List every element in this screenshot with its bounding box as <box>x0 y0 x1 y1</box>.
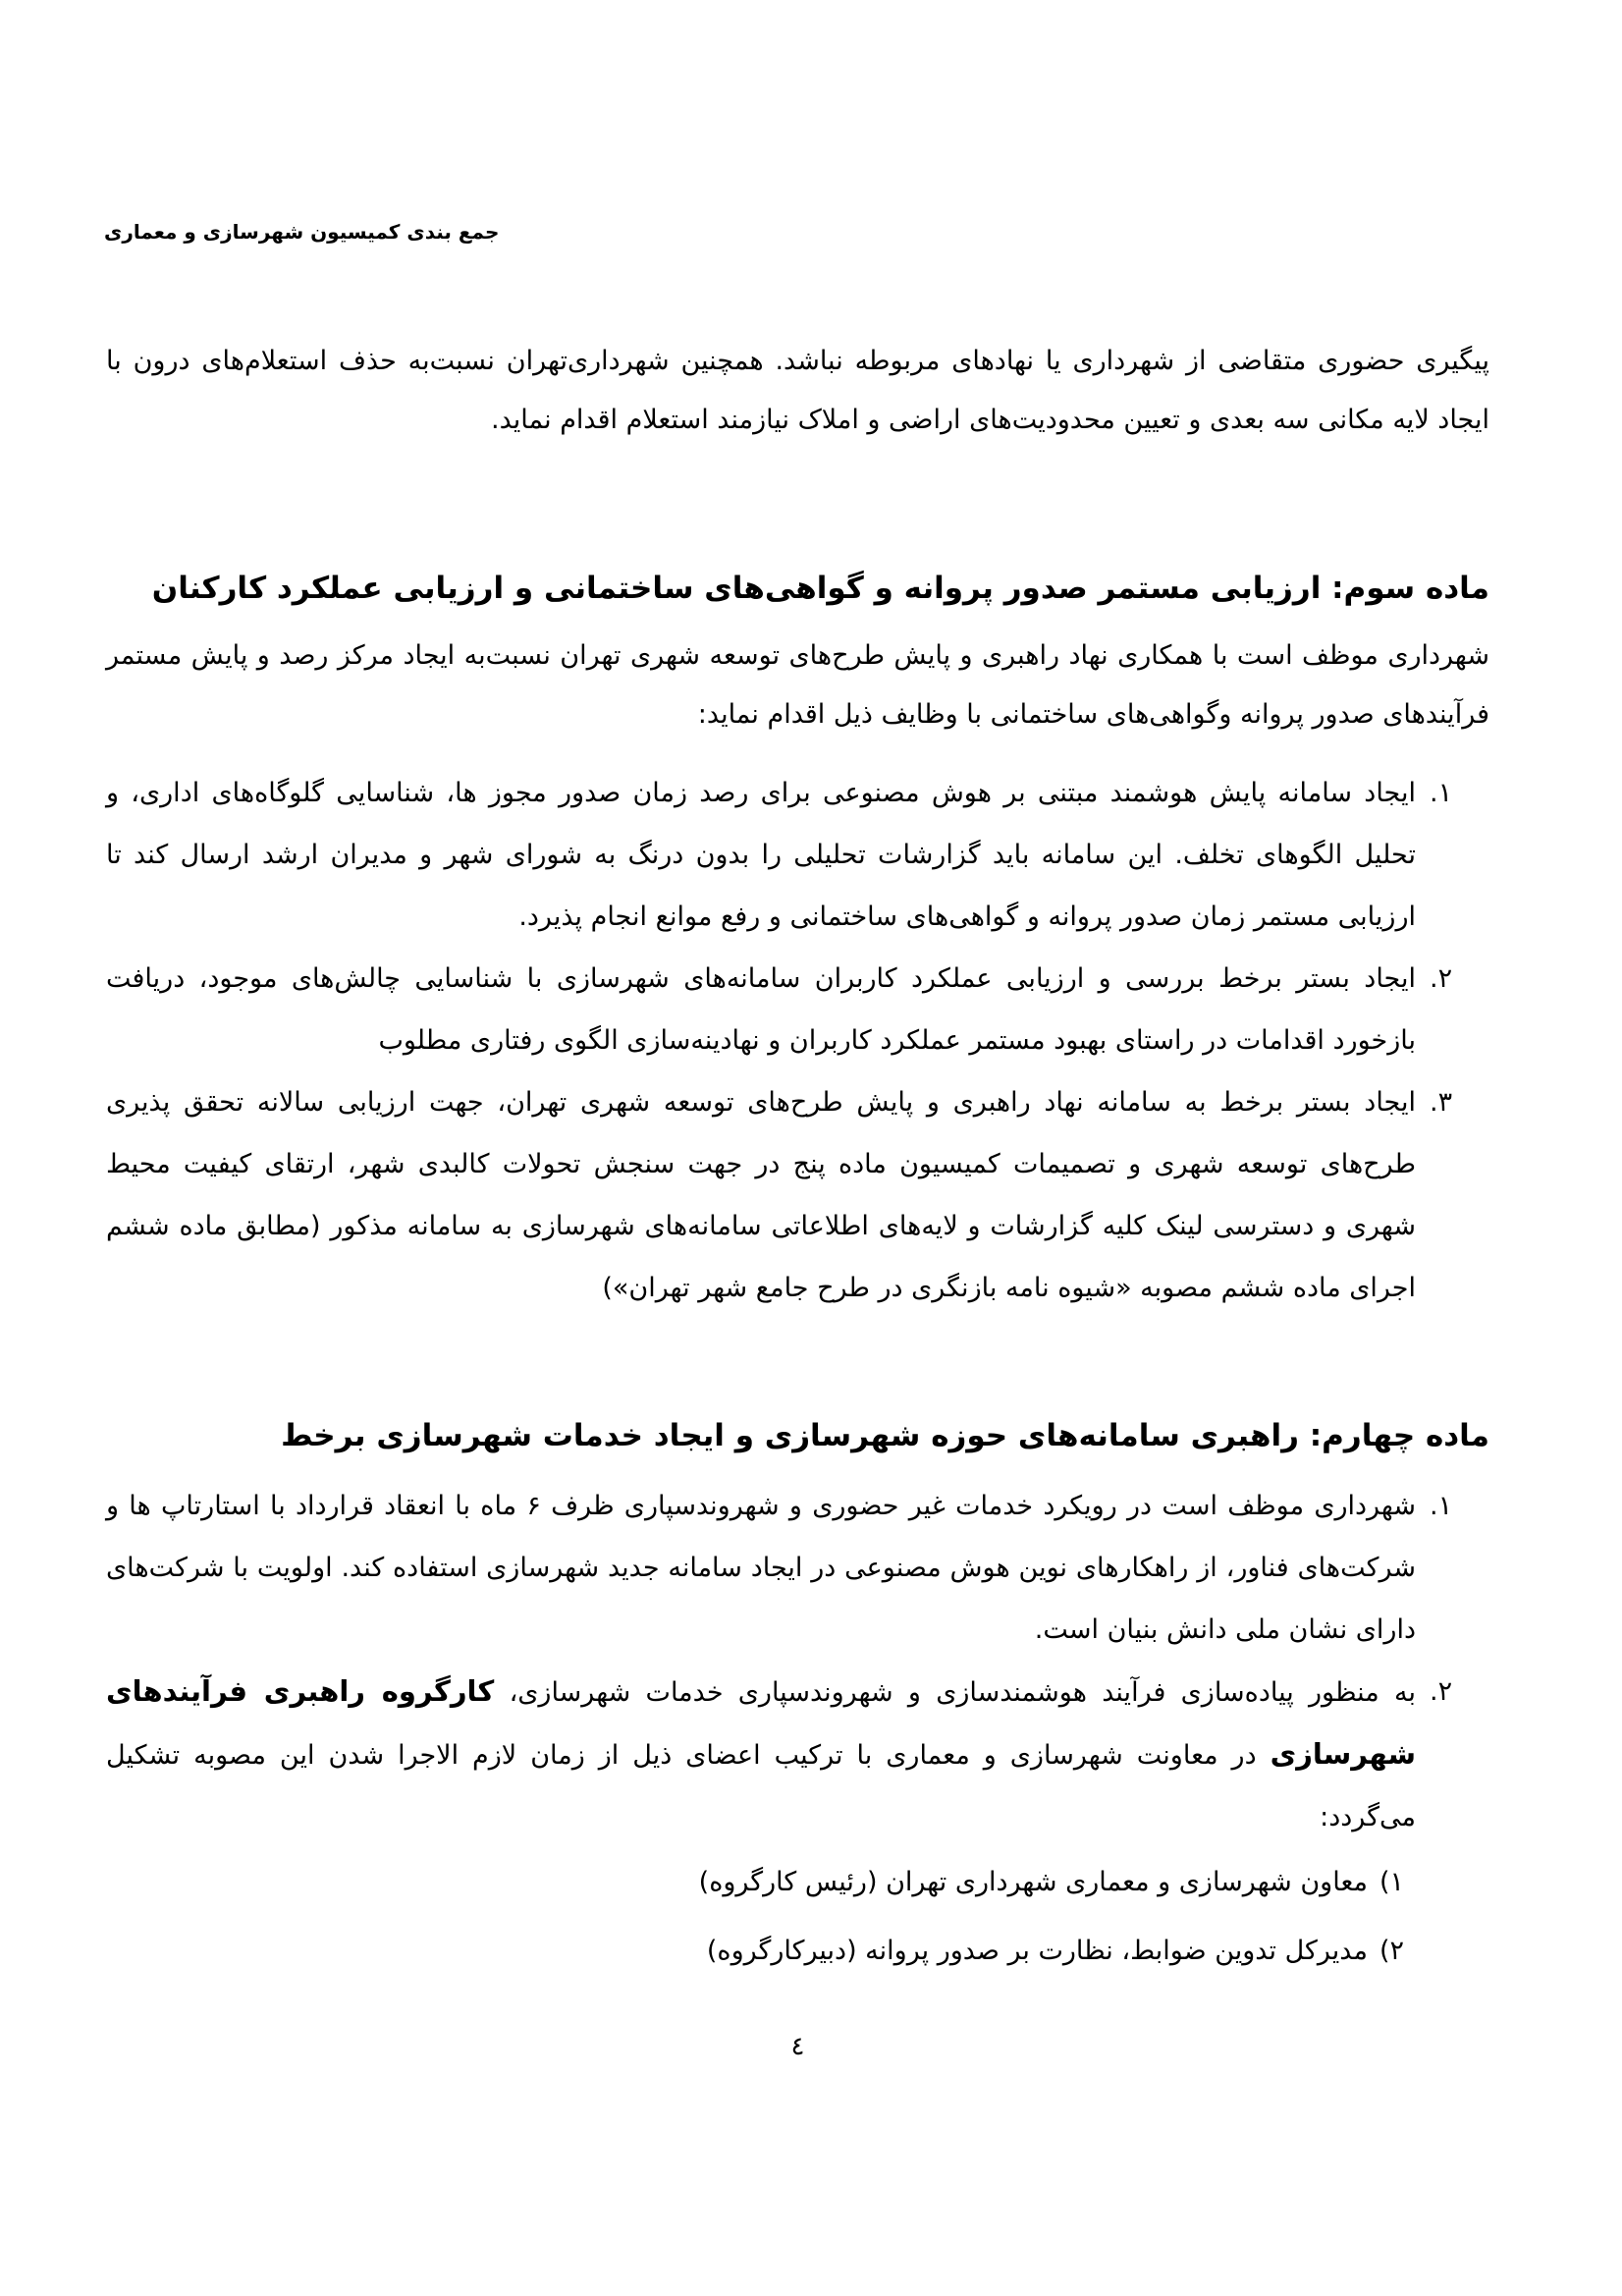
list-item <box>106 762 1489 948</box>
running-header: جمع بندی کمیسیون شهرسازی و معماری <box>104 220 500 244</box>
intro-paragraph: پیگیری حضوری متقاضی از شهرداری یا نهادهای مربوطه نباشد. همچنین شهرداری‌تهران نسبت‌به حذف استعلام‌های درون با ایجاد لایه مکانی سه بعدی و تعیین محدودیت‌های اراضی و املاک نیازمند استعلام اقدام نماید. <box>106 346 1489 435</box>
list-item <box>106 948 1489 1071</box>
list-item-text: شهرداری موظف است در رویکرد خدمات غیر حضوری و شهروندسپاری ظرف ۶ ماه با انعقاد قرارداد با استارتاپ ها و شرکت‌های فناور، از راهکارهای نوین هوش مصنوعی در ایجاد سامانه جدید شهرسازی استفاده کند. اولویت با شرکت‌های دارای نشان ملی دانش بنیان است. <box>106 1491 1416 1645</box>
list-item-text <box>106 1661 1416 1848</box>
article-four-list <box>106 1475 1489 1848</box>
list-item-text: ایجاد سامانه پایش هوشمند مبتنی بر هوش مصنوعی برای رصد زمان صدور مجوز ها، شناسایی گلوگاه‌های اداری، و تحلیل الگوهای تخلف. این سامانه باید گزارشات تحلیلی را بدون درنگ به شورای شهر و مدیران ارشد ارسال کند تا ارزیابی مستمر زمان صدور پروانه و گواهی‌های ساختمانی و رفع موانع انجام پذیرد. <box>106 778 1416 932</box>
sub-list-item-number: ۱) <box>1379 1867 1404 1897</box>
sub-list-item-text: معاون شهرسازی و معماری شهرداری تهران (رئیس کارگروه) <box>698 1867 1368 1897</box>
article-four-heading: ماده چهارم: راهبری سامانه‌های حوزه شهرسازی و ایجاد خدمات شهرسازی برخط <box>281 1418 1489 1453</box>
list-item-number: ۲. <box>1430 1676 1453 1707</box>
bold-text-segment: کارگروه راهبری فرآیندهای شهرسازی <box>106 1674 1416 1771</box>
sub-list-item <box>106 1917 1404 1986</box>
list-item <box>106 1661 1489 1848</box>
document-body <box>106 0 1489 2066</box>
list-item <box>106 1475 1489 1661</box>
list-item-number: ۱. <box>1430 778 1453 808</box>
page-number: ٤ <box>790 2032 805 2061</box>
sub-list-item-text: مدیرکل تدوین ضوابط، نظارت بر صدور پروانه (دبیرکارگروه) <box>706 1936 1368 1966</box>
sub-list-item-number: ۲) <box>1379 1936 1404 1966</box>
text-segment: به منظور پیاده‌سازی فرآیند هوشمندسازی و شهروندسپاری خدمات شهرسازی، <box>494 1677 1416 1708</box>
workgroup-members-list <box>106 1848 1489 1986</box>
list-item-number: ۲. <box>1430 963 1453 994</box>
article-three-list <box>106 762 1489 1319</box>
list-item <box>106 1071 1489 1319</box>
list-item-number: ۳. <box>1430 1087 1453 1118</box>
article-three-lead: شهرداری موظف است با همکاری نهاد راهبری و پایش طرح‌های توسعه شهری تهران نسبت‌به ایجاد مرکز رصد و پایش مستمر فرآیندهای صدور پروانه وگواهی‌های ساختمانی با وظایف ذیل اقدام نماید: <box>106 640 1489 730</box>
article-three-heading: ماده سوم: ارزیابی مستمر صدور پروانه و گواهی‌های ساختمانی و ارزیابی عملکرد کارکنان <box>151 571 1489 606</box>
list-item-text: ایجاد بستر برخط بررسی و ارزیابی عملکرد کاربران سامانه‌های شهرسازی با شناسایی چالش‌های موجود، دریافت بازخورد اقدامات در راستای بهبود مستمر عملکرد کاربران و نهادینه‌سازی الگوی رفتاری مطلوب <box>106 963 1416 1056</box>
list-item-text: ایجاد بستر برخط به سامانه نهاد راهبری و پایش طرح‌های توسعه شهری تهران، جهت ارزیابی سالانه تحقق پذیری طرح‌های توسعه شهری و تصمیمات کمیسیون ماده پنج در جهت سنجش تحولات کالبدی شهر، ارتقای کیفیت محیط شهری و دسترسی لینک کلیه گزارشات و لایه‌های اطلاعاتی سامانه‌های شهرسازی به سامانه مذکور (مطابق ماده ششم اجرای ماده ششم مصوبه «شیوه نامه بازنگری در طرح جامع شهر تهران») <box>106 1087 1416 1303</box>
text-segment: در معاونت شهرسازی و معماری با ترکیب اعضای ذیل از زمان لازم الاجرا شدن این مصوبه تشکیل می‌گردد: <box>106 1740 1416 1832</box>
sub-list-item <box>106 1848 1404 1917</box>
list-item-number: ۱. <box>1430 1491 1453 1521</box>
